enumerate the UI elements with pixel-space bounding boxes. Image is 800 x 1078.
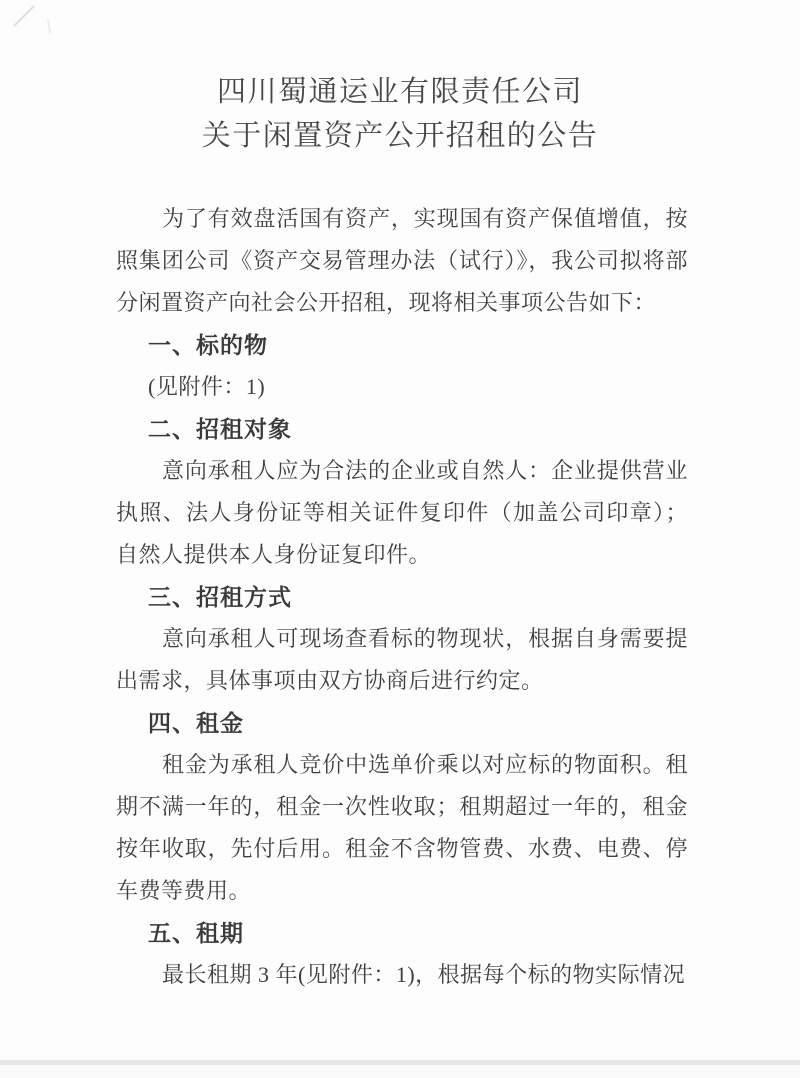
scan-artifact-mark: [0, 0, 70, 45]
document-title-line-1: 四川蜀通运业有限责任公司: [216, 76, 583, 108]
document-title: [0, 0, 800, 158]
section-heading-lease-targets: 二、招租对象: [148, 416, 292, 442]
document-title-line-2: 关于闲置资产公开招租的公告: [201, 120, 599, 152]
section-paragraph-lease-targets: 意向承租人应为合法的企业或自然人：企业提供营业执照、法人身份证等相关证件复印件（加盖公司印章）；自然人提供本人身份证复印件。: [116, 458, 688, 567]
document-body: [116, 198, 688, 996]
section-heading-lease-term: 五、租期: [148, 920, 244, 946]
section-paragraph-rent: 租金为承租人竞价中选单价乘以对应标的物面积。租期不满一年的，租金一次性收取；租期超过一年的，租金按年收取，先付后用。租金不含物管费、水费、电费、停车费等费用。: [116, 752, 688, 903]
section-heading-subject-matter: 一、标的物: [148, 332, 268, 358]
section-heading-lease-method: 三、招租方式: [148, 584, 292, 610]
section-heading-rent: 四、租金: [148, 710, 244, 736]
section-paragraph-lease-term: 最长租期 3 年(见附件：1)，根据每个标的物实际情况: [162, 962, 686, 987]
attachment-reference-line: (见附件：1): [148, 374, 266, 399]
section-paragraph-lease-method: 意向承租人可现场查看标的物现状，根据自身需要提出需求，具体事项由双方协商后进行约定。: [116, 626, 688, 693]
intro-paragraph: 为了有效盘活国有资产，实现国有资产保值增值，按照集团公司《资产交易管理办法（试行）》，我公司拟将部分闲置资产向社会公开招租，现将相关事项公告如下：: [116, 206, 688, 315]
scan-background-below-page: [0, 1065, 800, 1078]
